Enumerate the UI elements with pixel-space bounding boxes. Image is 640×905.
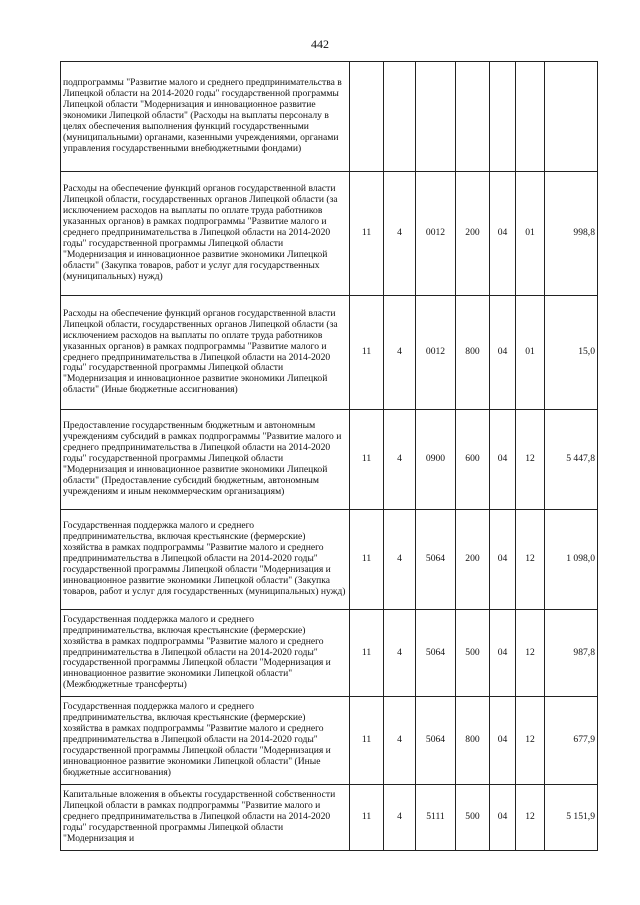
budget-table — [60, 61, 598, 851]
cell-code-2: 4 — [384, 510, 416, 610]
cell-code-4: 200 — [456, 510, 490, 610]
cell-amount: 677,9 — [545, 697, 598, 785]
cell-code-4: 500 — [456, 785, 490, 851]
cell-code-5: 04 — [490, 785, 516, 851]
cell-code-2: 4 — [384, 410, 416, 510]
cell-code-1: 11 — [350, 510, 384, 610]
row-description: Капитальные вложения в объекты государственной собственности Липецкой области в рамках подпрограммы "Развитие малого и среднего предпринимательства в Липецкой области на 2014-2020 годы" государственной программы Липецкой области "Модернизация и — [61, 785, 350, 851]
page-number: 442 — [311, 37, 329, 51]
cell-code-6: 01 — [516, 296, 545, 410]
cell-code-4: 800 — [456, 296, 490, 410]
cell-code-2: 4 — [384, 296, 416, 410]
row-description: Государственная поддержка малого и среднего предпринимательства, включая крестьянские (фермерские) хозяйства в рамках подпрограммы "Развитие малого и среднего предпринимательства в Липецкой области на 2014-2020 годы" государственной программы Липецкой области "Модернизация и инновационное развитие экономики Липецкой области" (Межбюджетные трансферты) — [61, 610, 350, 697]
table-row — [61, 296, 598, 410]
cell-amount: 5 447,8 — [545, 410, 598, 510]
cell-code-6: 12 — [516, 510, 545, 610]
cell-code-4 — [456, 62, 490, 172]
cell-code-3 — [416, 62, 456, 172]
row-description: Расходы на обеспечение функций органов государственной власти Липецкой области, государственных органов Липецкой области (за исключением расходов на выплаты по оплате труда работников указанных органов) в рамках подпрограммы "Развитие малого и среднего предпринимательства в Липецкой области на 2014-2020 годы" государственной программы Липецкой области "Модернизация и инновационное развитие экономики Липецкой области" (Закупка товаров, работ и услуг для государственных (муниципальных) нужд) — [61, 172, 350, 296]
cell-code-6 — [516, 62, 545, 172]
cell-code-6: 12 — [516, 610, 545, 697]
cell-amount: 5 151,9 — [545, 785, 598, 851]
cell-code-4: 800 — [456, 697, 490, 785]
table-row — [61, 172, 598, 296]
cell-code-3: 5064 — [416, 697, 456, 785]
row-description: Государственная поддержка малого и среднего предпринимательства, включая крестьянские (фермерские) хозяйства в рамках подпрограммы "Развитие малого и среднего предпринимательства в Липецкой области на 2014-2020 годы" государственной программы Липецкой области "Модернизация и инновационное развитие экономики Липецкой области" (Закупка товаров, работ и услуг для государственных (муниципальных) нужд) — [61, 510, 350, 610]
cell-code-1: 11 — [350, 296, 384, 410]
cell-code-1: 11 — [350, 410, 384, 510]
cell-code-3: 5111 — [416, 785, 456, 851]
cell-code-5 — [490, 62, 516, 172]
cell-code-5: 04 — [490, 610, 516, 697]
cell-code-2: 4 — [384, 697, 416, 785]
cell-code-2: 4 — [384, 172, 416, 296]
cell-code-2: 4 — [384, 785, 416, 851]
cell-code-1: 11 — [350, 785, 384, 851]
cell-code-5: 04 — [490, 510, 516, 610]
cell-amount: 987,8 — [545, 610, 598, 697]
cell-code-4: 600 — [456, 410, 490, 510]
cell-amount — [545, 62, 598, 172]
cell-amount: 998,8 — [545, 172, 598, 296]
cell-code-3: 0012 — [416, 172, 456, 296]
cell-code-6: 12 — [516, 697, 545, 785]
cell-code-5: 04 — [490, 697, 516, 785]
cell-code-1 — [350, 62, 384, 172]
cell-code-2: 4 — [384, 610, 416, 697]
cell-code-2 — [384, 62, 416, 172]
cell-code-5: 04 — [490, 172, 516, 296]
row-description: Государственная поддержка малого и среднего предпринимательства, включая крестьянские (фермерские) хозяйства в рамках подпрограммы "Развитие малого и среднего предпринимательства в Липецкой области на 2014-2020 годы" государственной программы Липецкой области "Модернизация и инновационное развитие экономики Липецкой области" (Иные бюджетные ассигнования) — [61, 697, 350, 785]
cell-code-5: 04 — [490, 296, 516, 410]
cell-code-6: 12 — [516, 410, 545, 510]
cell-amount: 1 098,0 — [545, 510, 598, 610]
cell-code-6: 01 — [516, 172, 545, 296]
row-description: Расходы на обеспечение функций органов государственной власти Липецкой области, государственных органов Липецкой области (за исключением расходов на выплаты по оплате труда работников указанных органов) в рамках подпрограммы "Развитие малого и среднего предпринимательства в Липецкой области на 2014-2020 годы" государственной программы Липецкой области "Модернизация и инновационное развитие экономики Липецкой области" (Иные бюджетные ассигнования) — [61, 296, 350, 410]
table-row — [61, 610, 598, 697]
cell-code-1: 11 — [350, 610, 384, 697]
table-row — [61, 62, 598, 172]
cell-code-3: 0900 — [416, 410, 456, 510]
cell-code-4: 500 — [456, 610, 490, 697]
cell-code-5: 04 — [490, 410, 516, 510]
cell-code-1: 11 — [350, 172, 384, 296]
cell-amount: 15,0 — [545, 296, 598, 410]
row-description: Предоставление государственным бюджетным и автономным учреждениям субсидий в рамках подпрограммы "Развитие малого и среднего предпринимательства в Липецкой области на 2014-2020 годы" государственной программы Липецкой области "Модернизация и инновационное развитие экономики Липецкой области" (Предоставление субсидий бюджетным, автономным учреждениям и иным некоммерческим организациям) — [61, 410, 350, 510]
cell-code-3: 5064 — [416, 510, 456, 610]
table-row — [61, 510, 598, 610]
table-row — [61, 410, 598, 510]
row-description: подпрограммы "Развитие малого и среднего предпринимательства в Липецкой области на 2014-2020 годы" государственной программы Липецкой области "Модернизация и инновационное развитие экономики Липецкой области" (Расходы на выплаты персоналу в целях обеспечения выполнения функций государственными (муниципальными) органами, казенными учреждениями, органами управления государственными внебюджетными фондами) — [61, 62, 350, 172]
table-row — [61, 785, 598, 851]
cell-code-4: 200 — [456, 172, 490, 296]
cell-code-3: 5064 — [416, 610, 456, 697]
cell-code-6: 12 — [516, 785, 545, 851]
table-row — [61, 697, 598, 785]
cell-code-3: 0012 — [416, 296, 456, 410]
cell-code-1: 11 — [350, 697, 384, 785]
